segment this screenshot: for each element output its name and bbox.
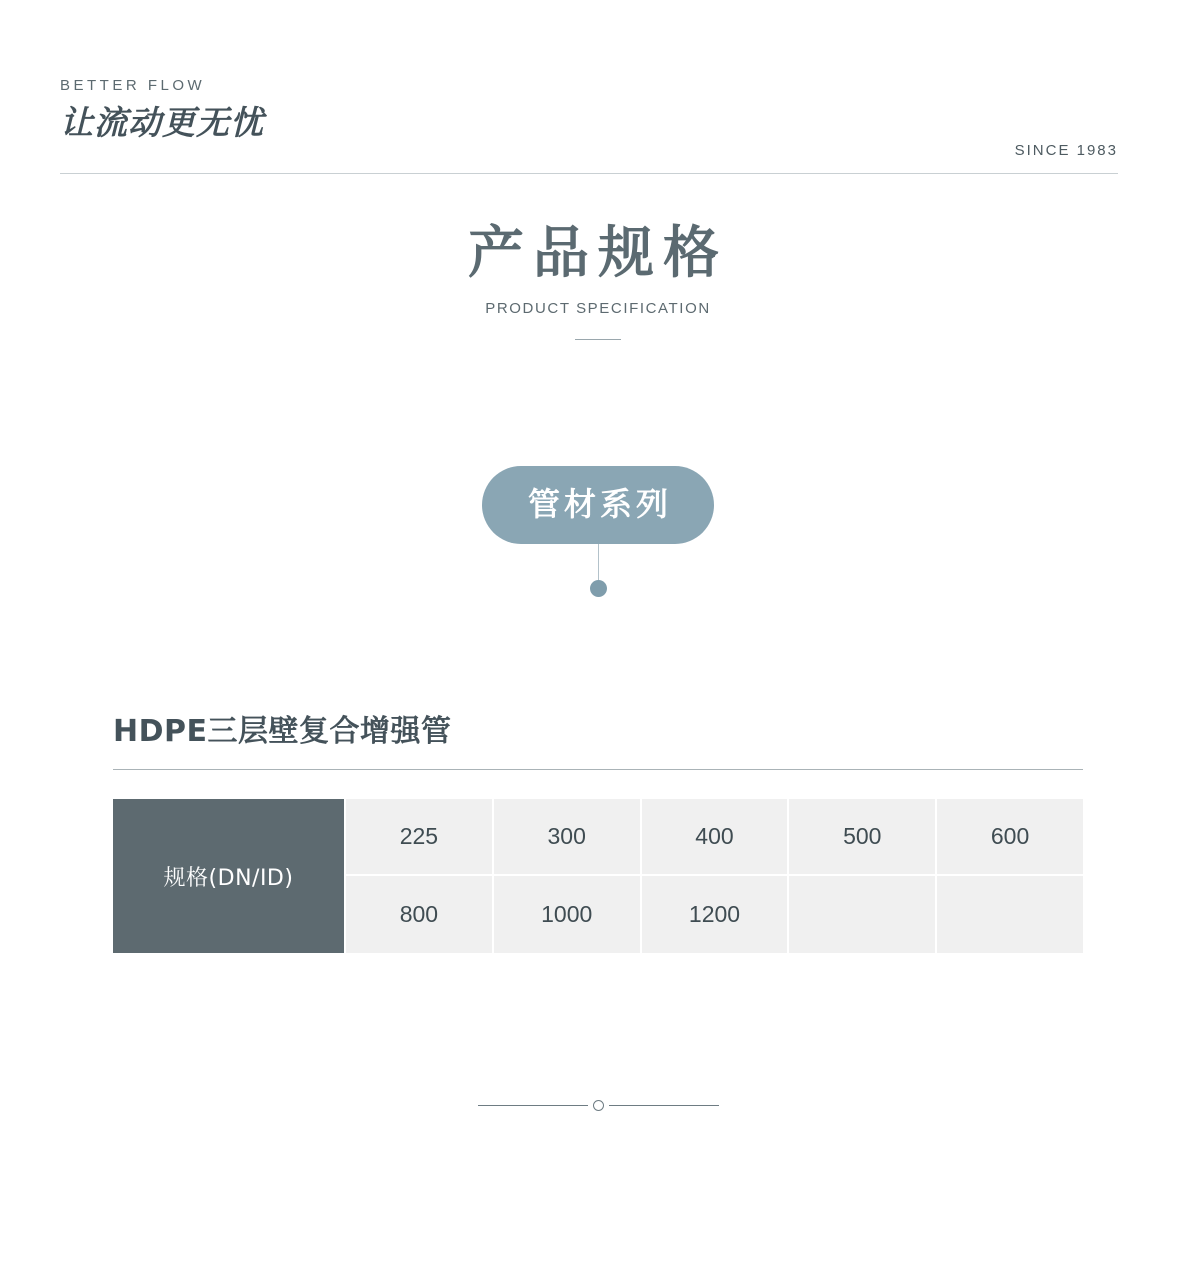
brand-slogan-en: BETTER FLOW bbox=[60, 77, 206, 94]
badge-connector-dot bbox=[590, 580, 607, 597]
since-label: SINCE 1983 bbox=[1014, 142, 1118, 159]
page-title: 产品规格 bbox=[468, 221, 728, 286]
ornament-line-right bbox=[609, 1105, 719, 1106]
spec-cell: 800 bbox=[344, 876, 492, 953]
spec-cell: 1200 bbox=[640, 876, 788, 953]
page-header bbox=[60, 78, 1118, 174]
section-divider bbox=[113, 769, 1083, 770]
product-name: HDPE三层壁复合增强管 bbox=[113, 714, 452, 749]
table-row bbox=[344, 799, 1083, 876]
title-divider bbox=[575, 339, 621, 340]
spec-table bbox=[113, 799, 1083, 953]
ornament-line-left bbox=[478, 1105, 588, 1106]
spec-grid bbox=[344, 799, 1083, 953]
spec-row-header: 规格(DN/ID) bbox=[113, 799, 344, 953]
table-row bbox=[344, 876, 1083, 953]
spec-cell bbox=[787, 876, 935, 953]
series-badge-group bbox=[0, 466, 1196, 597]
spec-cell: 400 bbox=[640, 799, 788, 876]
spec-cell: 1000 bbox=[492, 876, 640, 953]
product-section bbox=[113, 712, 1083, 953]
spec-cell: 300 bbox=[492, 799, 640, 876]
spec-cell: 500 bbox=[787, 799, 935, 876]
spec-cell: 225 bbox=[344, 799, 492, 876]
brand-slogan-cn: 让流动更无忧 bbox=[60, 103, 264, 142]
page-subtitle: PRODUCT SPECIFICATION bbox=[485, 300, 711, 318]
spec-cell: 600 bbox=[935, 799, 1083, 876]
series-badge: 管材系列 bbox=[482, 466, 714, 544]
page-title-block bbox=[0, 222, 1196, 340]
footer-ornament bbox=[0, 1100, 1196, 1111]
spec-cell bbox=[935, 876, 1083, 953]
ornament-circle-icon bbox=[593, 1100, 604, 1111]
badge-connector-line bbox=[598, 544, 599, 580]
